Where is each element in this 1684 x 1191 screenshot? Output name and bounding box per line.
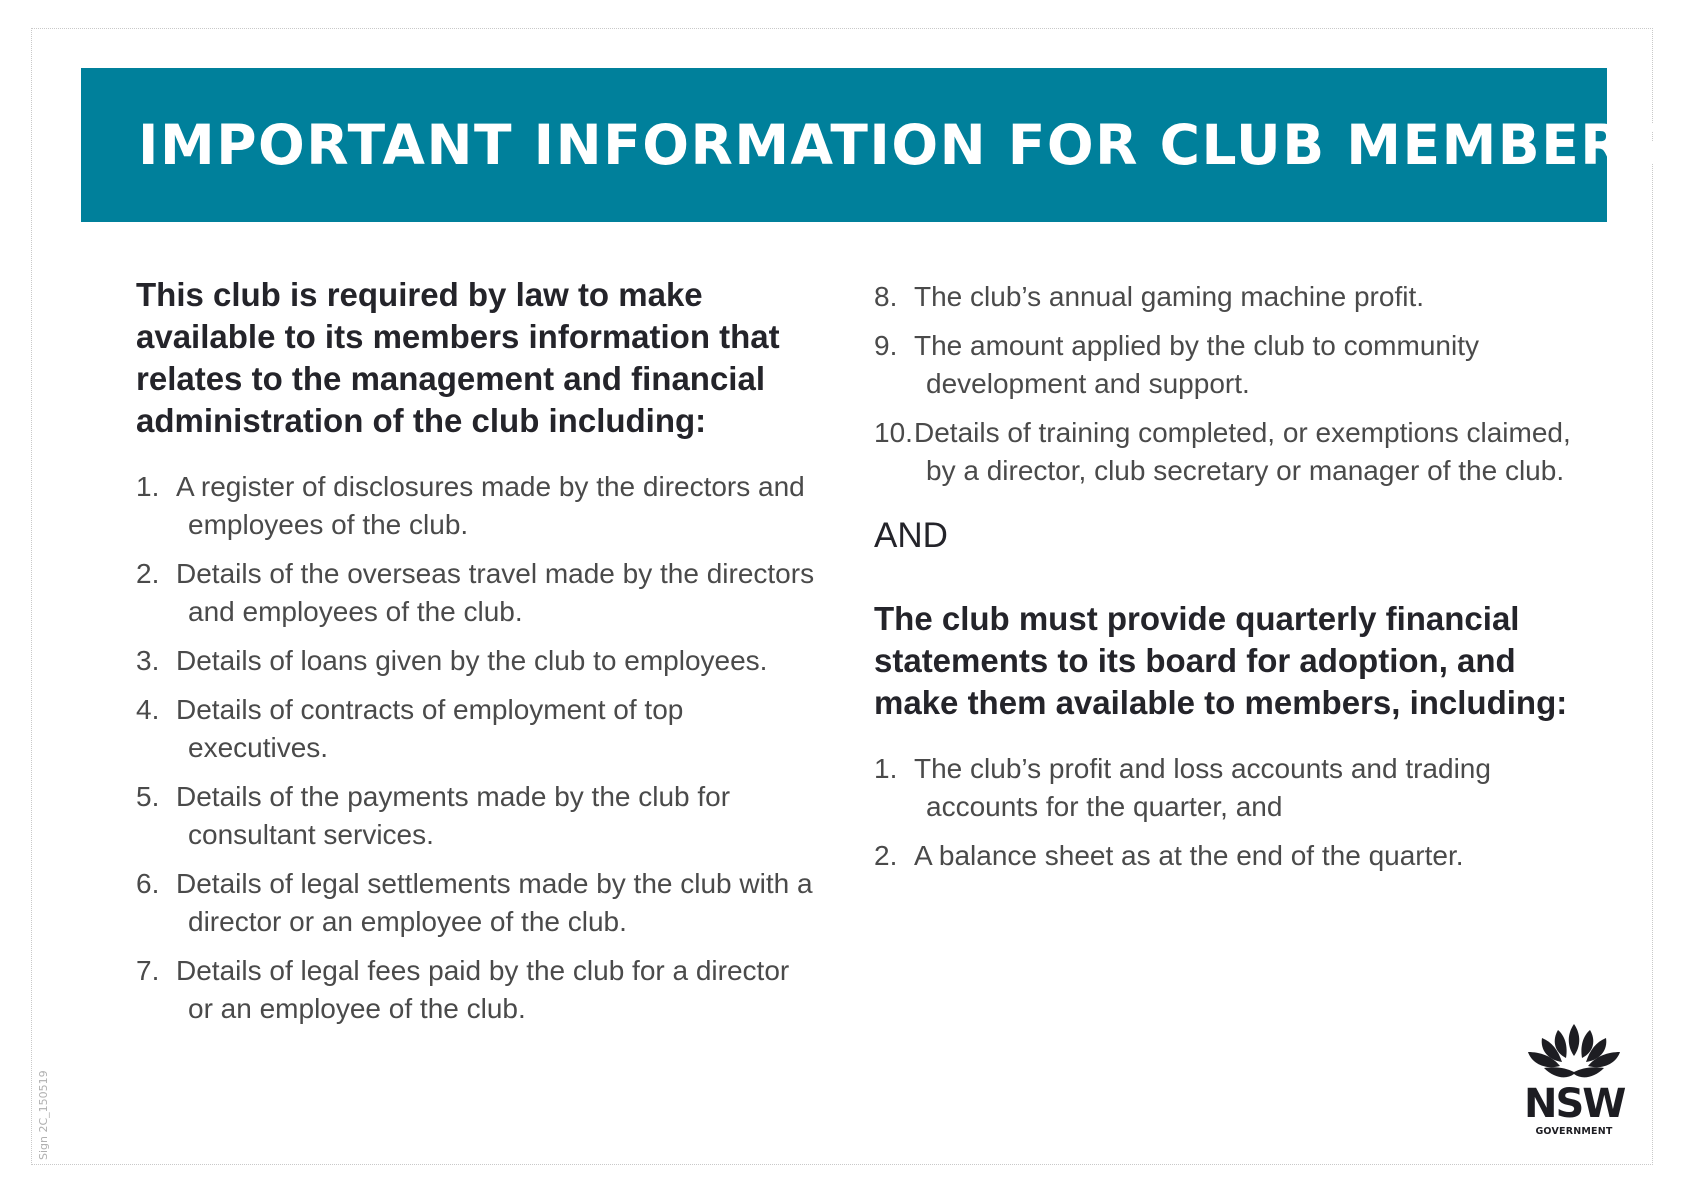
list-item: 6. Details of legal settlements made by the club with a director or an employee of the club. bbox=[136, 868, 813, 937]
list-item: 5. Details of the payments made by the club for consultant services. bbox=[136, 781, 731, 850]
page-title: IMPORTANT INFORMATION FOR CLUB MEMBERS bbox=[138, 113, 1666, 177]
list-item: 2. Details of the overseas travel made by the directors and employees of the club. bbox=[136, 558, 815, 627]
list-item: 8. The club’s annual gaming machine profit. bbox=[874, 281, 1425, 312]
nsw-government-logo bbox=[1524, 1022, 1624, 1140]
waratah-icon bbox=[1524, 1022, 1624, 1084]
left-list bbox=[136, 468, 816, 1028]
list-item: 2. A balance sheet as at the end of the quarter. bbox=[874, 840, 1464, 871]
right-column bbox=[874, 274, 1594, 886]
right-list-2 bbox=[874, 750, 1594, 875]
list-item: 9. The amount applied by the club to community development and support. bbox=[874, 330, 1479, 399]
list-item: 7. Details of legal fees paid by the club for a director or an employee of the club. bbox=[136, 955, 790, 1024]
left-column bbox=[136, 274, 816, 1039]
logo-wordmark: NSW bbox=[1524, 1081, 1625, 1127]
list-item: 1. A register of disclosures made by the directors and employees of the club. bbox=[136, 471, 805, 540]
logo-subtitle: GOVERNMENT bbox=[1535, 1126, 1613, 1137]
title-banner bbox=[81, 68, 1666, 222]
list-item: 3. Details of loans given by the club to employees. bbox=[136, 645, 768, 676]
and-heading: AND bbox=[874, 516, 948, 555]
sign-code: Sign 2C_150519 bbox=[37, 1070, 50, 1160]
list-item: 1. The club’s profit and loss accounts and trading accounts for the quarter, and bbox=[874, 753, 1491, 822]
left-lead-text: This club is required by law to make available to its members information that relates to the management and financial administration of the club including: bbox=[136, 276, 780, 439]
list-item: 4. Details of contracts of employment of top executives. bbox=[136, 694, 684, 763]
list-item: 10.Details of training completed, or exemptions claimed, by a director, club secretary or manager of the club. bbox=[874, 417, 1571, 486]
right-lead-text: The club must provide quarterly financial statements to its board for adoption, and make them available to members, including: bbox=[874, 600, 1568, 721]
right-list bbox=[874, 278, 1594, 490]
